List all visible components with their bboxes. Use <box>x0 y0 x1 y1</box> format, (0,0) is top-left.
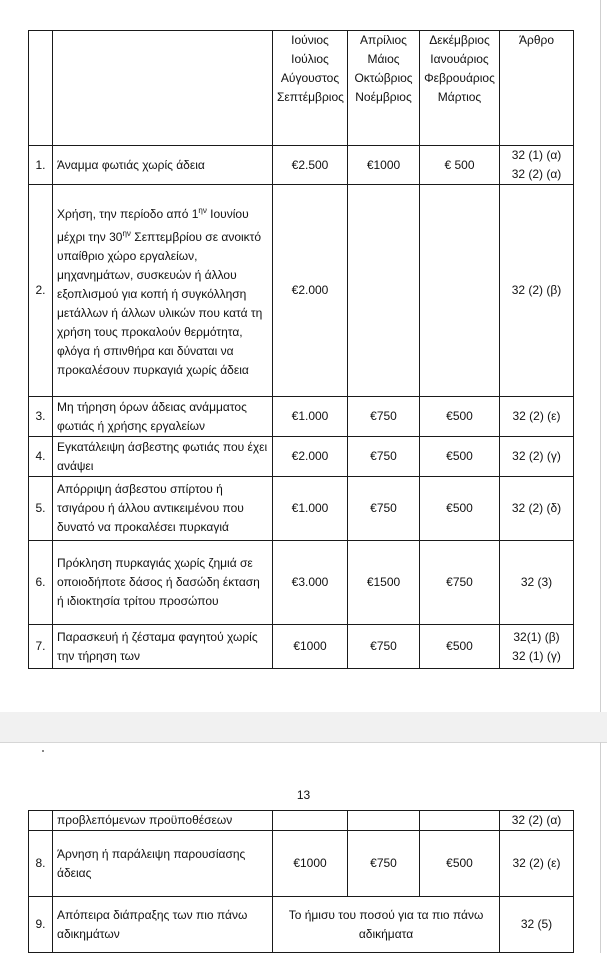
fine-merged: Το ήμισυ του ποσού για τα πιο πάνω αδικήματα <box>273 897 500 953</box>
row-number: 6. <box>29 541 53 625</box>
row-description: Χρήση, την περίοδο από $1^{\eta\nu}$ Ιουνίου μέχρι την $30^{\eta\nu}$ Σεπτεμβρίου σε ανοικτό υπαίθριο χώρο εργαλείων, μηχανημάτων, συσκευών ή άλλου εξοπλισμού για κοπή ή συγκόλληση μετάλλων ή άλλων υλικών που κατά τη χρήση τους προκαλούν θερμότητα, φλόγα ή σπινθήρα και δύναται να προκαλέσουν πυρκαγιά χωρίς άδεια <box>53 185 273 397</box>
fine-spring-autumn: €750 <box>348 625 420 669</box>
fines-table-continued <box>28 810 574 953</box>
row-description: Πρόκληση πυρκαγιάς χωρίς ζημιά σε οποιοδήποτε δάσος ή δασώδη έκταση ή ιδιοκτησία τρίτου προσώπου <box>53 541 273 625</box>
fine-summer: €3.000 <box>273 541 348 625</box>
row-number: 3. <box>29 397 53 437</box>
row-article: 32 (1) (α) 32 (2) (α) <box>500 146 574 185</box>
fine-spring-autumn <box>348 185 420 397</box>
row-article: 32 (2) (ε) <box>500 831 574 897</box>
row-description: Άρνηση ή παράλειψη παρουσίασης άδειας <box>53 831 273 897</box>
row-description: Μη τήρηση όρων άδειας ανάμματος φωτιάς ή χρήσης εργαλείων <box>53 397 273 437</box>
fine-winter <box>420 811 500 831</box>
row-number: 8. <box>29 831 53 897</box>
fine-spring-autumn: €1500 <box>348 541 420 625</box>
row-number <box>29 811 53 831</box>
row-article: 32 (2) (γ) <box>500 437 574 477</box>
speck <box>42 750 44 752</box>
row-description: Άναμμα φωτιάς χωρίς άδεια <box>53 146 273 185</box>
fine-spring-autumn: €750 <box>348 477 420 541</box>
fine-winter: €500 <box>420 625 500 669</box>
header-summer-months: Ιούνιος Ιούλιος Αύγουστος Σεπτέμβριος <box>273 31 348 146</box>
row-number: 7. <box>29 625 53 669</box>
fine-summer: €1000 <box>273 625 348 669</box>
header-row <box>29 31 574 146</box>
fine-summer: €2.000 <box>273 185 348 397</box>
row-number: 4. <box>29 437 53 477</box>
table-row <box>29 437 574 477</box>
row-article: 32 (3) <box>500 541 574 625</box>
row-number: 2. <box>29 185 53 397</box>
row-description: Απόπειρα διάπραξης των πιο πάνω αδικημάτων <box>53 897 273 953</box>
fine-winter: €750 <box>420 541 500 625</box>
row-description: Παρασκευή ή ζέσταμα φαγητού χωρίς την τήρηση των <box>53 625 273 669</box>
table-row <box>29 477 574 541</box>
header-article: Άρθρο <box>500 31 574 146</box>
header-number-cell <box>29 31 53 146</box>
fine-spring-autumn: €750 <box>348 437 420 477</box>
fine-spring-autumn: €750 <box>348 831 420 897</box>
row-number: 9. <box>29 897 53 953</box>
fine-spring-autumn: €1000 <box>348 146 420 185</box>
fine-winter: €500 <box>420 831 500 897</box>
table-row <box>29 897 574 953</box>
row-article: 32 (5) <box>500 897 574 953</box>
table-row <box>29 146 574 185</box>
table-row <box>29 625 574 669</box>
row-number: 1. <box>29 146 53 185</box>
fine-summer: €1000 <box>273 831 348 897</box>
table-row <box>29 397 574 437</box>
header-description-cell <box>53 31 273 146</box>
table-row <box>29 831 574 897</box>
fine-summer: €2.500 <box>273 146 348 185</box>
row-article: 32(1) (β) 32 (1) (γ) <box>500 625 574 669</box>
row-article: 32 (2) (α) <box>500 811 574 831</box>
fine-summer: €1.000 <box>273 477 348 541</box>
row-article: 32 (2) (β) <box>500 185 574 397</box>
fine-summer: €1.000 <box>273 397 348 437</box>
fine-spring-autumn <box>348 811 420 831</box>
table-row <box>29 811 574 831</box>
row-description: Εγκατάλειψη άσβεστης φωτιάς που έχει ανάψει <box>53 437 273 477</box>
fine-winter <box>420 185 500 397</box>
fine-summer <box>273 811 348 831</box>
fine-winter: €500 <box>420 397 500 437</box>
row-number: 5. <box>29 477 53 541</box>
fine-winter: € 500 <box>420 146 500 185</box>
page-gap <box>0 712 607 742</box>
header-winter-months: Δεκέμβριος Ιανουάριος Φεβρουάριος Μάρτιος <box>420 31 500 146</box>
row-description: Απόρριψη άσβεστου σπίρτου ή τσιγάρου ή άλλου αντικειμένου που δυνατό να προκαλέσει πυρκαγιά <box>53 477 273 541</box>
row-article: 32 (2) (ε) <box>500 397 574 437</box>
page-edge <box>600 0 601 712</box>
row-description: προβλεπόμενων προϋποθέσεων <box>53 811 273 831</box>
fine-winter: €500 <box>420 477 500 541</box>
table-row <box>29 185 574 397</box>
header-spring-autumn-months: Απρίλιος Μάιος Οκτώβριος Νοέμβριος <box>348 31 420 146</box>
page-number: 13 <box>296 788 311 802</box>
row-article: 32 (2) (δ) <box>500 477 574 541</box>
table-row <box>29 541 574 625</box>
fine-spring-autumn: €750 <box>348 397 420 437</box>
fine-summer: €2.000 <box>273 437 348 477</box>
page-edge <box>600 742 601 953</box>
fine-winter: €500 <box>420 437 500 477</box>
fines-table <box>28 30 574 669</box>
